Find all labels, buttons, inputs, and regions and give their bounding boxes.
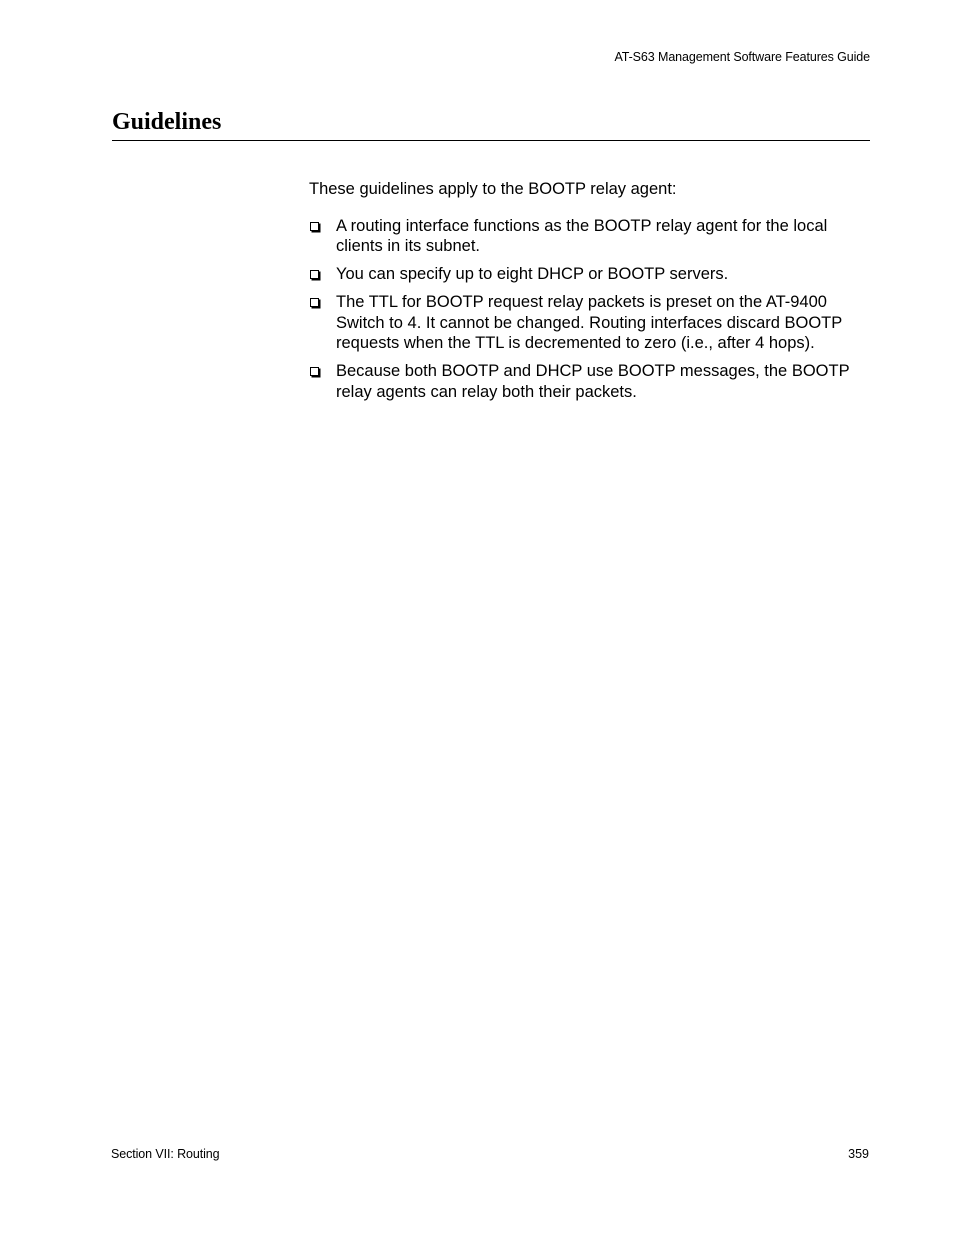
square-bullet-icon xyxy=(310,367,319,376)
guideline-list xyxy=(309,216,870,403)
page-number: 359 xyxy=(848,1147,869,1161)
square-bullet-icon xyxy=(310,270,319,279)
list-item xyxy=(309,216,870,257)
section-heading: Guidelines xyxy=(112,109,222,135)
list-item xyxy=(309,264,870,285)
body-column xyxy=(309,179,870,410)
heading-rule xyxy=(112,140,870,141)
intro-paragraph: These guidelines apply to the BOOTP relay agent: xyxy=(309,180,677,198)
list-item-text: The TTL for BOOTP request relay packets is preset on the AT-9400 Switch to 4. It cannot be changed. Routing interfaces discard BOOTP requests when the TTL is decremented to zero (i.e., after 4 hops). xyxy=(336,293,842,352)
running-header: AT-S63 Management Software Features Guide xyxy=(614,50,870,64)
list-item-text: Because both BOOTP and DHCP use BOOTP messages, the BOOTP relay agents can relay both their packets. xyxy=(336,362,850,401)
square-bullet-icon xyxy=(310,222,319,231)
square-bullet-icon xyxy=(310,298,319,307)
footer-section-label: Section VII: Routing xyxy=(111,1147,220,1161)
list-item xyxy=(309,361,870,402)
list-item-text: A routing interface functions as the BOOTP relay agent for the local clients in its subnet. xyxy=(336,216,828,255)
list-item-text: You can specify up to eight DHCP or BOOTP servers. xyxy=(336,265,729,283)
list-item xyxy=(309,292,870,354)
